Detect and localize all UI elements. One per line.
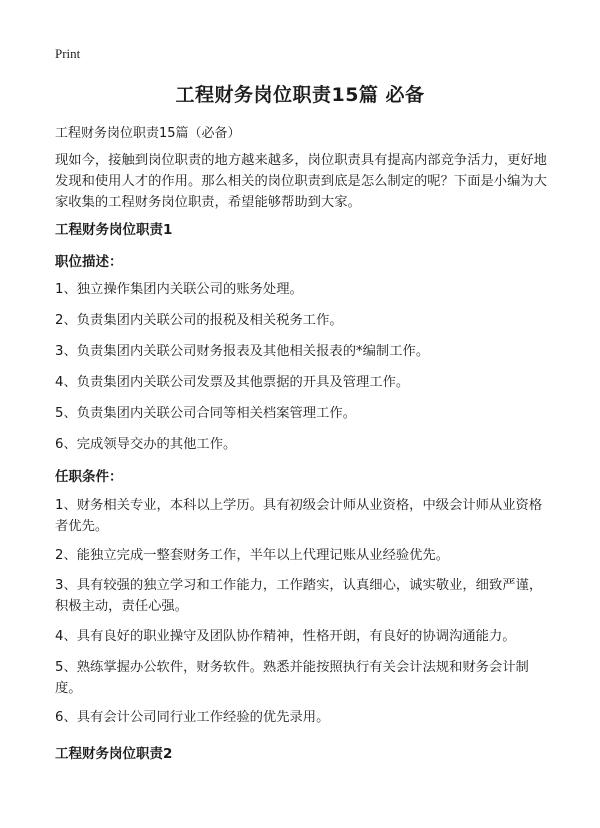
requirement-item: 6、具有会计公司同行业工作经验的优先录用。	[55, 710, 330, 725]
document-title: 工程财务岗位职责15篇 必备	[175, 84, 425, 106]
duty-item: 5、负责集团内关联公司合同等相关档案管理工作。	[55, 406, 356, 421]
duty-item: 6、完成领导交办的其他工作。	[55, 437, 237, 452]
requirement-item: 5、熟练掌握办公软件，财务软件。熟悉并能按照执行有关会计法规和财务会计制度。	[55, 660, 529, 696]
intro-paragraph: 现如今，接触到岗位职责的地方越来越多，岗位职责具有提高内部竞争活力，更好地发现和使用人才的作用。那么相关的岗位职责到底是怎么制定的呢？下面是小编为大家收集的工程财务岗位职责，希望能够帮助到大家。	[55, 153, 547, 210]
requirement-item: 2、能独立完成一整套财务工作，半年以上代理记账从业经验优先。	[55, 548, 450, 563]
duties-heading: 职位描述：	[55, 254, 123, 270]
section-heading-1: 工程财务岗位职责1	[55, 222, 173, 238]
print-label[interactable]: Print	[55, 46, 81, 61]
requirement-item: 3、具有较强的独立学习和工作能力，工作踏实，认真细心，诚实敬业，细致严谨，积极主动，责任心强。	[55, 578, 543, 614]
document-subtitle: 工程财务岗位职责15篇（必备）	[55, 126, 241, 141]
duty-item: 3、负责集团内关联公司财务报表及其他相关报表的*编制工作。	[55, 344, 430, 359]
section-heading-2: 工程财务岗位职责2	[55, 746, 173, 762]
duty-item: 4、负责集团内关联公司发票及其他票据的开具及管理工作。	[55, 375, 410, 390]
requirement-item: 4、具有良好的职业操守及团队协作精神，性格开朗，有良好的协调沟通能力。	[55, 629, 516, 644]
duty-item: 1、独立操作集团内关联公司的账务处理。	[55, 282, 303, 297]
requirements-heading: 任职条件：	[55, 469, 123, 485]
duty-item: 2、负责集团内关联公司的报税及相关税务工作。	[55, 313, 343, 328]
requirement-item: 1、财务相关专业，本科以上学历。具有初级会计师从业资格，中级会计师从业资格者优先。	[55, 498, 543, 534]
